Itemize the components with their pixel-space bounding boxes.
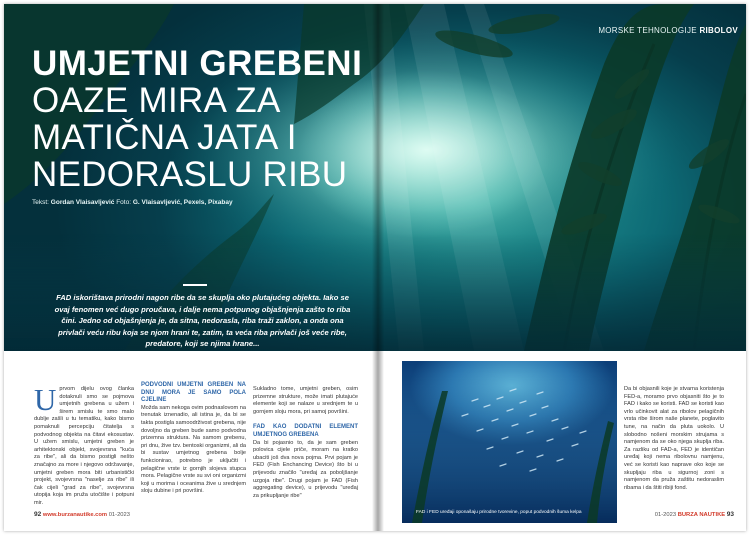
credits-photo-label: Foto: xyxy=(116,199,132,206)
fish-school-illustration xyxy=(402,361,617,523)
subhead-1: PODVODNI UMJETNI GREBEN NA DNU MORA JE SAMO POLA CJELINE xyxy=(141,382,246,404)
page-number-left: 92 xyxy=(34,511,42,518)
body-text-col3a: Sukladno tome, umjetni greben, osim prizemne strukture, može imati plutajuće elemente koji se nalaze u srednjem te u gornjem sloju mora, pri samoj površini. xyxy=(253,386,358,415)
photo-caption: FAD i FED uređaji oponašaju prirodne tvorevine, poput podvodnih šuma kelpa xyxy=(416,510,582,515)
article-credits xyxy=(32,199,233,206)
subhead-2: FAD KAO DODATNI ELEMENT UMJETNOG GREBENA xyxy=(253,424,358,438)
credits-photographers: G. Vlaisavljević, Pexels, Pixabay xyxy=(132,199,233,206)
fish-school-photo xyxy=(402,361,617,523)
body-text-col1: prvom dijelu ovog članka dotaknuli smo se pojmova umjetnih grebena u užem i širem smislu te smo malo dublje zašli u tu tematiku, kako bismo pomaknuli percepciju čitatelja s podvodnog objekta na čitavi ekosustav. U užem smislu, umjetni greben je arhitektonski objekt, svojevrsna "kuća za ribe", ali da bismo postigli nešto značajno za more i njegovo održavanje, umjetni greben mora biti urbanistički projekt, svojevrsna "naselje za ribe" ili čak cijeli "grad za ribe", svojevrsna utopija koja im pruža utočište i potpuni mir. xyxy=(34,386,134,506)
footer-magazine-name: BURZA NAUTIKE xyxy=(677,512,726,518)
body-text-col2: Možda sam nekoga ovim podnaslovom na trenutak iznenadio, ali istina je, da bi se takta postigla samoodrživost grebena, nije dovoljno da greben bude samo podvodna prizemna struktura. Na samom grebenu, pri dnu, žive tzv. bentoski organizmi, ali da bi sustav umjetnog grebena bolje funkcionirao, potrebno je uključiti i pelagične vrste iz gornjih slojeva stupca mora. Pelagične vrste su svi oni organizmi koji u morima i oceanima žive u srednjem sloju dubine i pri površini. xyxy=(141,404,246,495)
section-header xyxy=(598,26,738,35)
magazine-spread xyxy=(4,4,746,531)
body-column-2 xyxy=(141,382,246,496)
page-number-right: 93 xyxy=(726,511,734,518)
hero-kelp-photo xyxy=(4,4,746,351)
body-column-1 xyxy=(34,382,134,508)
footer-website[interactable]: www.burzanautike.com xyxy=(42,512,108,518)
title-line-4: NEDORASLU RIBU xyxy=(32,155,348,194)
footer-right xyxy=(655,511,734,518)
body-column-3 xyxy=(253,386,358,500)
credits-author: Gordan Vlaisavljević xyxy=(50,199,115,206)
title-line-1: UMJETNI GREBENI xyxy=(32,44,363,83)
footer-issue-left: 01-2023 xyxy=(108,512,130,518)
title-line-3: MATIČNA JATA I xyxy=(32,118,297,157)
footer-issue-right: 01-2023 xyxy=(654,512,677,518)
title-line-2: OAZE MIRA ZA xyxy=(32,81,281,120)
section-prefix: MORSKE TEHNOLOGIJE xyxy=(598,26,697,35)
article-title xyxy=(32,46,392,193)
lead-paragraph: FAD iskorištava prirodni nagon ribe da se skuplja oko plutajućeg objekta. Iako se ovaj fenomen već dugo proučava, i dalje nema potpunog objašnjenja zašto to riba čini. Jedno od objašnjenja je, da sitna, nedorasla, riba traži zaklon, a onda ona privlači veću ribu koja se njom hrani te, zatim, ta veća riba privlači još veće ribe, predatore, koji se njima hrane... xyxy=(54,293,351,349)
section-name: RIBOLOV xyxy=(699,26,738,35)
footer-left xyxy=(34,511,130,518)
body-text-col4: Da bi objasnili koje je stvarna koristenja FED-a, moramo prvo objasniti što je to FAD i kako se koristi. FAD se koristi kao vrlo učinkovit alat za ribolov pelagičnih vrsta ribe širom naše planete, poglavito tune, na način da pluta uokolo. U slobodno nošeni morskim strujama s namjenom da se oko njega skuplja riba. Za razliku od FAD-a, FED je identičan uređaj koji nema ribolovnu namjenu, već se koristi kao naprave oko koje se skupljaju riba u sigurnoj zoni s namjenom da pruža zaštitu nedoraslim ribama i da štiti ribiji fond. xyxy=(624,386,724,491)
lead-divider xyxy=(183,284,207,286)
body-column-4 xyxy=(624,386,724,492)
dropcap: U xyxy=(34,382,57,417)
body-text-col3b: Da bi pojasnio to, da je sam greben polovica cijele priče, moram na kratko ubaciti još dva nova pojma. Prvi pojam je FED (Fish Enchancing Device) što bi u prijevodu značilo "uređaj za poboljšanje uzgoja ribe". Drugi pojam je FAD (Fish aggregating device), u prijevodu "uređaj za prikupljanje ribe" xyxy=(253,439,358,499)
credits-text-label: Tekst: xyxy=(32,199,49,206)
